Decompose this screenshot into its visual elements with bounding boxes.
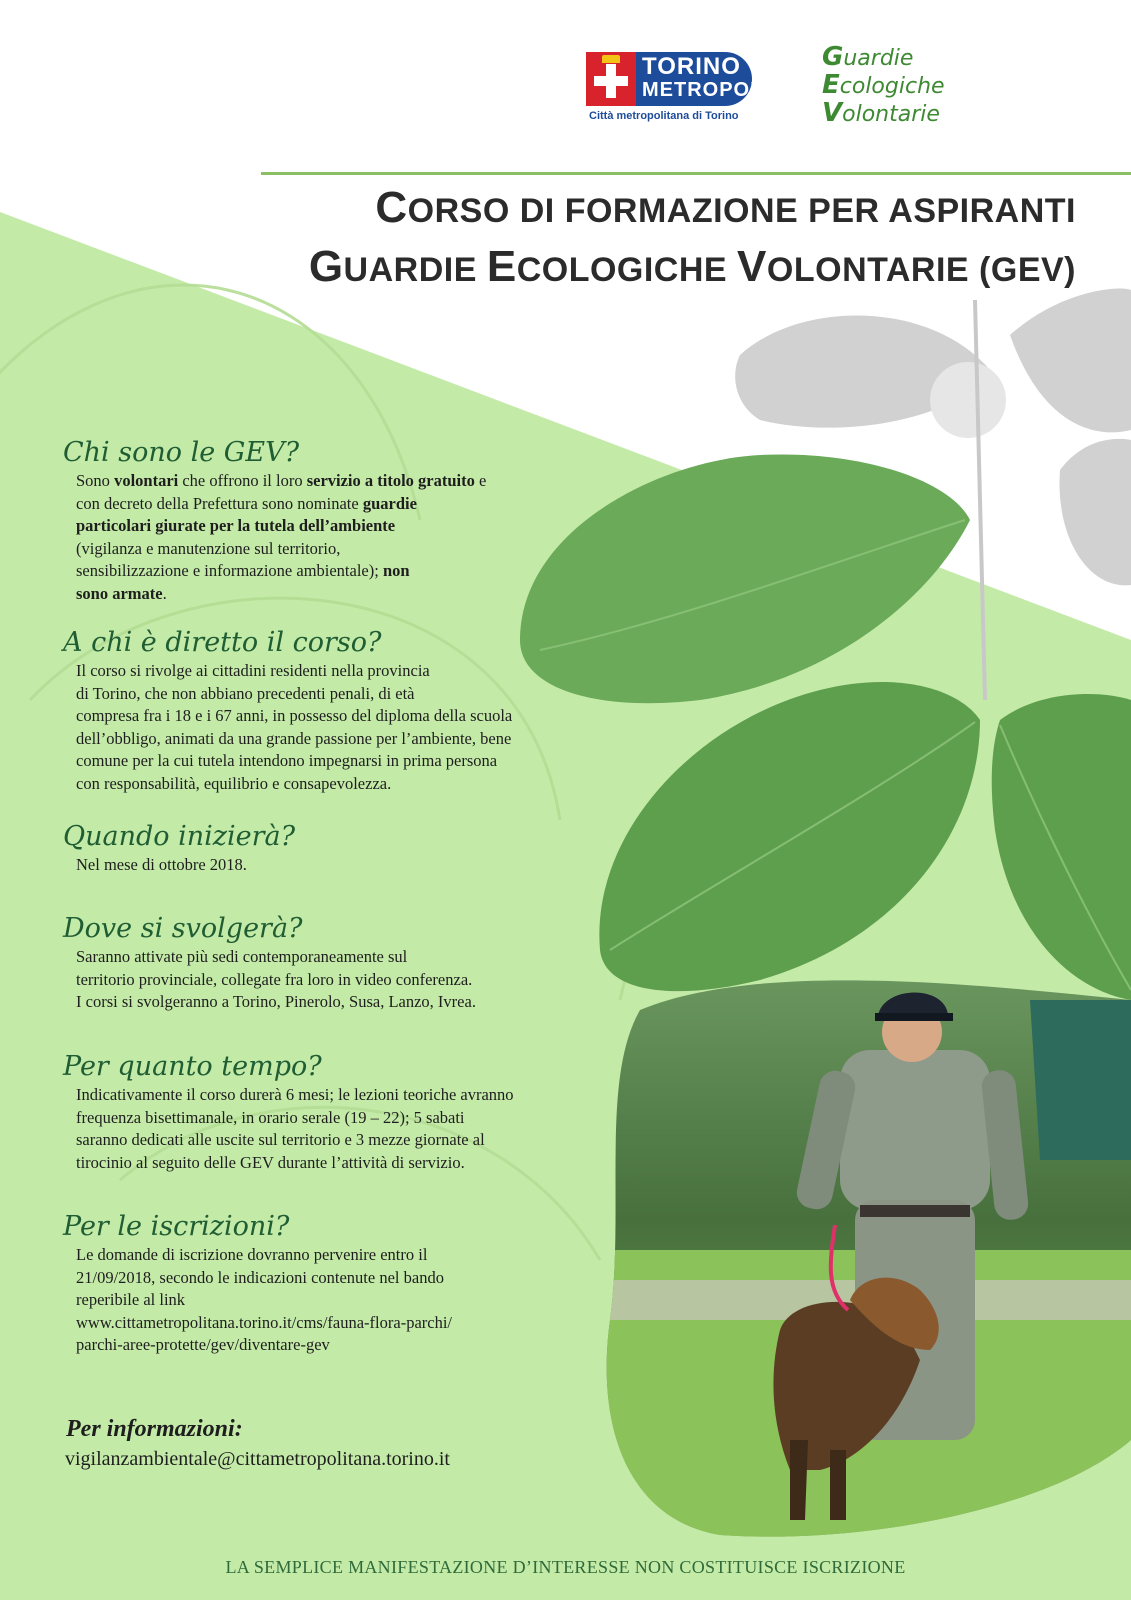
page-title <box>309 180 1076 298</box>
contact-email-link[interactable]: vigilanzambientale@cittametropolitana.torino.it <box>65 1448 450 1470</box>
section-heading: Quando inizierà? <box>63 821 296 852</box>
title-line-2: GUARDIE ECOLOGICHE VOLONTARIE (GEV) <box>308 242 1076 291</box>
contact-info <box>66 1414 450 1474</box>
section-quando <box>63 820 295 877</box>
section-chi-sono <box>63 436 486 605</box>
section-body: Sono volontari che offrono il loro servizio a titolo gratuito e con decreto della Prefettura sono nominate guardie particolari giurate per la tutela dell’ambiente (vigilanza e manutenzione sul territorio, sensibilizzazione e informazione ambientale); non sono armate. <box>76 471 487 603</box>
torino-logo-subtitle: Città metropolitana di Torino <box>589 110 739 122</box>
flower-cluster <box>930 362 1006 438</box>
section-quanto-tempo <box>63 1050 514 1174</box>
footer-disclaimer: LA SEMPLICE MANIFESTAZIONE D’INTERESSE NON COSTITUISCE ISCRIZIONE <box>225 1557 906 1577</box>
torino-logo-line1: TORINO <box>642 53 741 80</box>
gev-logo-line: Guardie <box>822 42 914 72</box>
header-divider <box>261 172 1131 175</box>
torino-logo-badge <box>586 52 770 106</box>
gev-logo <box>822 42 945 128</box>
section-body: Nel mese di ottobre 2018. <box>76 855 247 874</box>
section-iscrizioni <box>63 1210 452 1357</box>
title-line-1: CORSO DI FORMAZIONE PER ASPIRANTI <box>375 183 1076 232</box>
officer-dog-photo <box>590 950 1131 1550</box>
torino-logo-line2: METROPOLI <box>642 79 770 101</box>
section-body: Indicativamente il corso durerà 6 mesi; le lezioni teoriche avranno frequenza bisettimanale, in orario serale (19 – 22); 5 sabati saranno dedicati alle uscite sul territorio e 3 mezze giornate al tirocinio al seguito delle GEV durante l’attività di servizio. <box>76 1085 514 1172</box>
section-body: Le domande di iscrizione dovranno pervenire entro il 21/09/2018, secondo le indicazioni contenute nel bando reperibile al link www.cittametropolitana.torino.it/cms/fauna-flora-parchi/ parchi-aree-protette/gev/diventare-gev <box>76 1245 453 1354</box>
section-heading: Per le iscrizioni? <box>63 1211 290 1242</box>
section-heading: Per quanto tempo? <box>63 1051 322 1082</box>
section-heading: Chi sono le GEV? <box>63 437 300 468</box>
section-body: Saranno attivate più sedi contemporaneamente sul territorio provinciale, collegate fra loro in video conferenza. I corsi si svolgeranno a Torino, Pinerolo, Susa, Lanzo, Ivrea. <box>76 947 476 1011</box>
torino-flag-icon <box>586 52 636 106</box>
gev-logo-line: Volontarie <box>822 98 940 128</box>
section-a-chi <box>63 626 512 795</box>
torino-metropoli-logo <box>586 52 770 126</box>
section-heading: A chi è diretto il corso? <box>63 627 382 658</box>
gev-logo-line: Ecologiche <box>822 70 945 100</box>
contact-heading: Per informazioni: <box>66 1416 243 1442</box>
section-heading: Dove si svolgerà? <box>63 913 303 944</box>
section-body: Il corso si rivolge ai cittadini residenti nella provincia di Torino, che non abbiano precedenti penali, di età compresa fra i 18 e i 67 anni, in possesso del diploma della scuola dell’obbligo, animati da una grande passione per l’ambiente, bene comune per la cui tutela intendono impegnarsi in prima persona con responsabilità, equilibrio e consapevolezza. <box>76 661 513 793</box>
section-dove <box>63 912 476 1014</box>
